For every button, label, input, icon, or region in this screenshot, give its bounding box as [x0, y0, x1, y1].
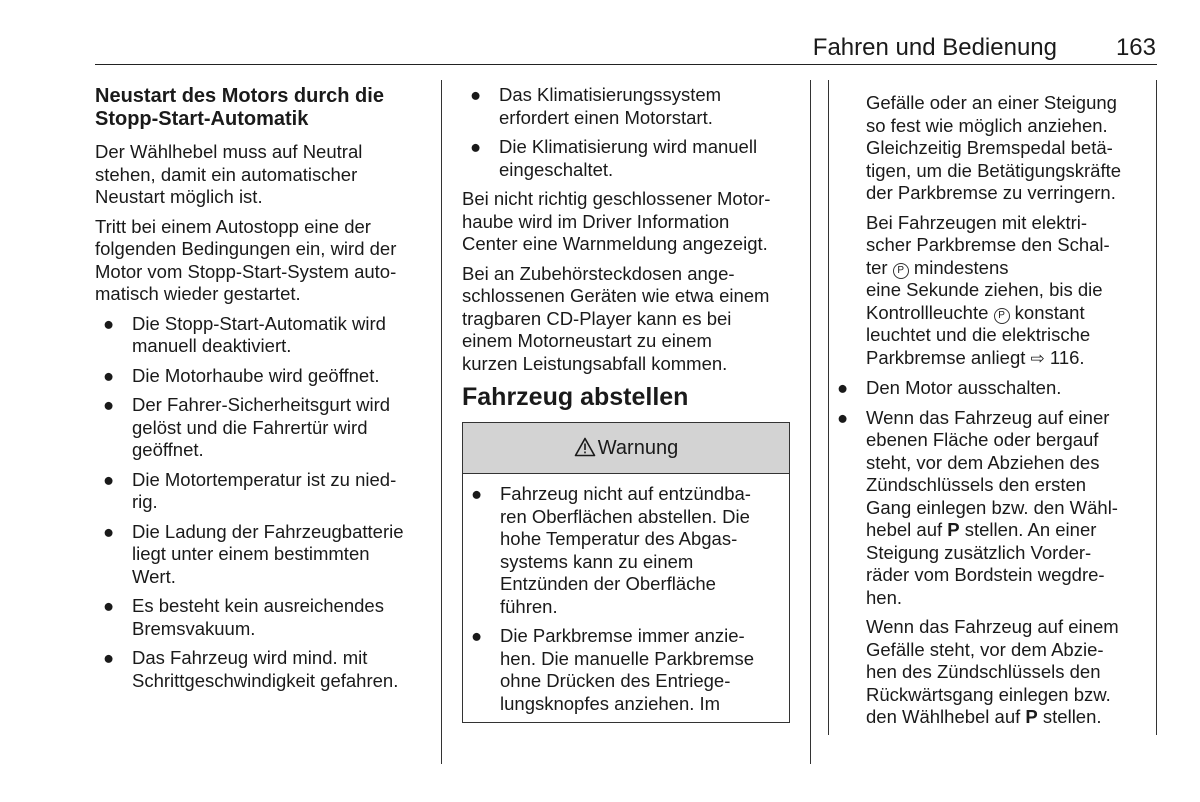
bullet-icon: ●: [470, 84, 482, 105]
bullet-icon: ●: [837, 406, 849, 428]
text-line: manuell deaktiviert.: [132, 335, 292, 356]
bullet-icon: ●: [103, 468, 115, 490]
text-line: Die Parkbremse immer anzie‐: [500, 625, 745, 646]
text-line: systems kann zu einem: [500, 550, 694, 572]
text-line: stellen.: [1042, 706, 1102, 727]
bullet-list: [462, 84, 790, 181]
warning-body: [463, 474, 789, 715]
text-line: schlossenen Geräten wie etwa einem: [462, 285, 770, 306]
text-line: eine Sekunde ziehen, bis die: [866, 279, 1103, 300]
text-line: Bremsvakuum.: [132, 617, 256, 639]
text-line: rig.: [132, 491, 158, 512]
paragraph: [462, 188, 790, 256]
text-line: hohe Temperatur des Abgas‐: [500, 528, 738, 549]
list-item: [829, 377, 1149, 400]
column-divider-4: [1156, 80, 1157, 735]
text-line: leuchtet und die elektrische: [866, 324, 1091, 345]
text-line: tigen, um die Betätigungskräfte: [866, 159, 1122, 181]
text-line: folgenden Bedingungen ein, wird der: [95, 238, 397, 259]
text-line: haube wird im Driver Information: [462, 210, 730, 232]
text-line: tragbaren CD-Player kann es bei: [462, 307, 732, 329]
text-line: Gefälle oder an einer Steigung: [866, 92, 1117, 113]
text-line: scher Parkbremse den Schal‐: [866, 234, 1110, 255]
text-line: stehen, damit ein automatischer: [95, 163, 358, 185]
text-line: Steigung zusätzlich Vorder‐: [866, 541, 1092, 563]
text-line: einem Motorneustart zu einem: [462, 330, 712, 351]
column-3: [829, 92, 1149, 736]
list-item: [463, 625, 789, 715]
text-line: Die Klimatisierung wird manuell: [499, 136, 758, 157]
bullet-icon: ●: [471, 625, 483, 646]
text-line: gelöst und die Fahrertür wird: [132, 416, 368, 438]
text-line: Tritt bei einem Autostopp eine der: [95, 215, 371, 237]
text-line: hen. Die manuelle Parkbremse: [500, 647, 754, 669]
text-line: Wert.: [132, 565, 176, 587]
text-line: Wenn das Fahrzeug auf einem: [866, 616, 1119, 637]
column-2: [462, 84, 790, 723]
warning-box: [462, 422, 790, 723]
text-line: Zündschlüssels den ersten: [866, 474, 1087, 495]
bullet-icon: ●: [103, 394, 115, 415]
text-line: so fest wie möglich anziehen.: [866, 114, 1108, 136]
text-line: ohne Drücken des Entriege‐: [500, 670, 731, 691]
text-line: hen des Zündschlüssels den: [866, 661, 1101, 682]
bullet-icon: ●: [103, 647, 115, 668]
text-line: Der Fahrer-Sicherheitsgurt wird: [132, 394, 391, 415]
text-line: matisch wieder gestartet.: [95, 283, 301, 304]
text-line: der Parkbremse zu verringern.: [866, 182, 1116, 203]
paragraph: [829, 212, 1149, 371]
text-line: Entzünden der Oberfläche: [500, 573, 716, 594]
list-item: [462, 84, 790, 129]
list-item: [95, 394, 430, 462]
text-line: Den Motor ausschalten.: [866, 377, 1062, 398]
text-line: Bei an Zubehörsteckdosen ange‐: [462, 262, 735, 284]
text-line: Gang einlegen bzw. den Wähl‐: [866, 496, 1118, 518]
warning-triangle-icon: [574, 437, 598, 459]
text-line: Der Wählhebel muss auf Neutral: [95, 141, 363, 162]
list-item: [95, 595, 430, 640]
text-line: Parkbremse anliegt: [866, 346, 1026, 368]
text-line: Bei nicht richtig geschlossener Motor‐: [462, 188, 771, 209]
text-line: mindestens: [913, 256, 1009, 278]
page-header-title: Fahren und Bedienung: [812, 34, 1057, 61]
paragraph: [95, 216, 430, 306]
bullet-icon: ●: [837, 377, 849, 398]
text-line: geöffnet.: [132, 439, 204, 460]
bullet-list: [463, 483, 789, 715]
bullet-icon: ●: [471, 483, 483, 504]
text-line: räder vom Bordstein wegdre‐: [866, 564, 1105, 585]
text-line: hen.: [866, 586, 903, 608]
text-line: Fahrzeug nicht auf entzündba‐: [500, 483, 751, 504]
text-line: Gefälle steht, vor dem Abzie‐: [866, 638, 1104, 660]
text-line: Wenn das Fahrzeug auf einer: [866, 406, 1110, 428]
list-item: [829, 407, 1149, 610]
paragraph: [829, 616, 1149, 729]
column-divider-1: [441, 80, 442, 764]
bullet-list: [829, 377, 1149, 609]
paragraph: [95, 141, 430, 209]
reference-arrow-icon: ⇨: [1030, 348, 1045, 368]
text-line: Motor vom Stopp-Start-System auto‐: [95, 260, 397, 282]
text-line: Das Fahrzeug wird mind. mit: [132, 647, 368, 668]
text-line: Die Motorhaube wird geöffnet.: [132, 364, 380, 386]
text-line: Schrittgeschwindigkeit gefahren.: [132, 669, 399, 691]
warning-title: Warnung: [597, 437, 679, 459]
text-line: ebenen Fläche oder bergauf: [866, 429, 1099, 450]
text-line: Die Stopp-Start-Automatik wird: [132, 312, 386, 334]
text-line: Bei Fahrzeugen mit elektri‐: [866, 211, 1088, 233]
text-line: Kontrollleuchte: [866, 301, 989, 323]
list-item: [95, 469, 430, 514]
text-line: Center eine Warnmeldung angezeigt.: [462, 233, 768, 254]
text-line: lungsknopfes anziehen. Im: [500, 692, 721, 714]
bullet-icon: ●: [470, 136, 482, 157]
column-1: [95, 85, 430, 699]
text-line: steht, vor dem Abziehen des: [866, 451, 1100, 473]
text-line: ren Oberflächen abstellen. Die: [500, 505, 750, 527]
warning-header: [463, 423, 789, 474]
list-item: [463, 483, 789, 618]
list-item: [95, 647, 430, 692]
parking-brake-icon: P: [994, 308, 1010, 324]
header-rule: [95, 64, 1157, 65]
page-number: 163: [1115, 34, 1156, 61]
section-heading-park: Fahrzeug abstellen: [462, 383, 689, 411]
list-item: [95, 365, 430, 388]
paragraph: [829, 92, 1149, 205]
text-line: Die Ladung der Fahrzeugbatterie: [132, 520, 404, 542]
text-line: Die Motortemperatur ist zu nied‐: [132, 468, 397, 490]
text-line: liegt unter einem bestimmten: [132, 543, 370, 564]
text-line: eingeschaltet.: [499, 158, 614, 180]
list-item: [462, 136, 790, 181]
list-item: [95, 313, 430, 358]
text-line: konstant: [1014, 301, 1085, 323]
parking-brake-icon: P: [893, 263, 909, 279]
gear-position-p: P: [1025, 706, 1038, 727]
text-line: erfordert einen Motorstart.: [499, 106, 713, 128]
list-item: [95, 521, 430, 589]
text-line: führen.: [500, 595, 558, 617]
text-line: den Wählhebel auf: [866, 706, 1021, 727]
bullet-icon: ●: [103, 520, 115, 542]
heading-line: Neustart des Motors durch die: [95, 85, 384, 107]
bullet-icon: ●: [103, 364, 115, 386]
text-line: hebel auf: [866, 519, 943, 540]
heading-line: Stopp-Start-Automatik: [95, 108, 309, 130]
text-line: Das Klimatisierungssystem: [499, 84, 722, 105]
bullet-list: [95, 313, 430, 693]
bullet-icon: ●: [103, 312, 115, 334]
text-line: Neustart möglich ist.: [95, 186, 263, 207]
column-divider-2: [810, 80, 811, 764]
text-line: kurzen Leistungsabfall kommen.: [462, 352, 728, 374]
page-reference-link[interactable]: 116.: [1049, 346, 1085, 368]
text-line: Es besteht kein ausreichendes: [132, 595, 384, 616]
text-line: stellen. An einer: [964, 519, 1097, 540]
section-heading-restart: [95, 85, 430, 131]
paragraph: [462, 263, 790, 376]
text-line: ter: [866, 256, 888, 278]
text-line: Gleichzeitig Bremspedal betä‐: [866, 137, 1113, 158]
gear-position-p: P: [947, 519, 960, 540]
bullet-icon: ●: [103, 595, 115, 616]
text-line: Rückwärtsgang einlegen bzw.: [866, 683, 1111, 705]
